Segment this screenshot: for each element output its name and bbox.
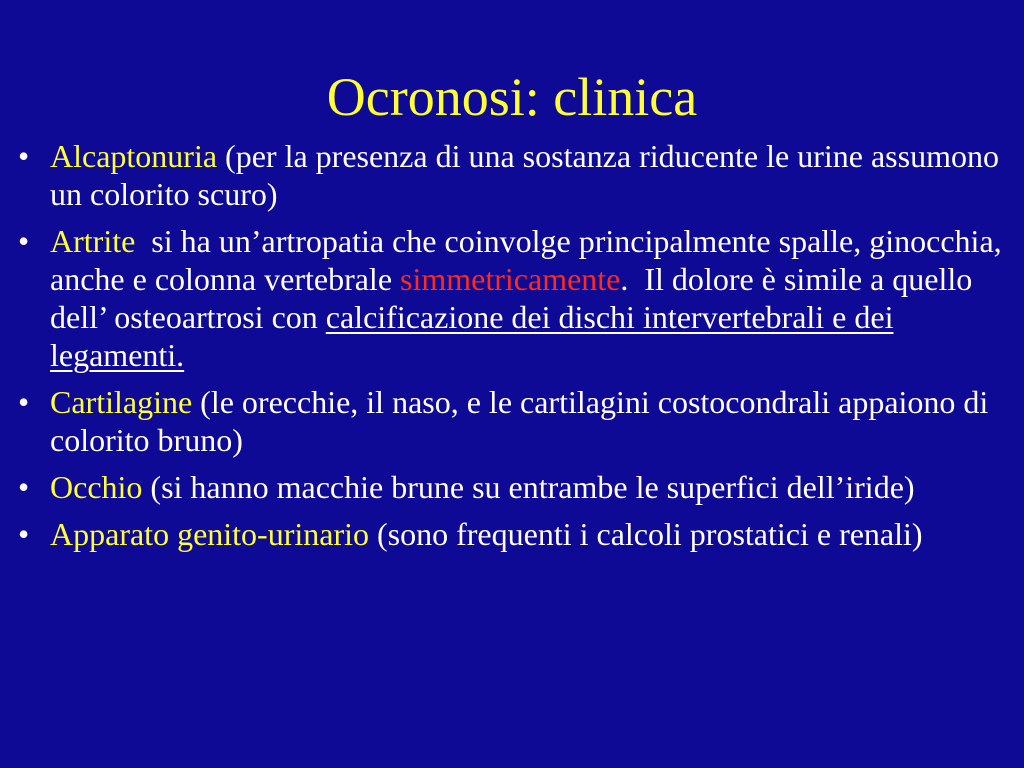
bullet-artrite	[18, 222, 1008, 374]
slide-title: Ocronosi: clinica	[326, 67, 698, 127]
bullet-dot: •	[18, 384, 30, 420]
bullet-term: Occhio	[50, 469, 143, 505]
bullet-dot: •	[18, 138, 30, 174]
bullet-term: Cartilagine	[50, 384, 193, 420]
bullet-cartilagine	[18, 383, 1008, 459]
bullet-dot: •	[18, 469, 30, 505]
bullet-text: si ha un’artropatia che coinvolge principalmente spalle, ginocchia, anche e colonna vertebrale	[50, 223, 1010, 297]
bullet-text: (sono frequenti i calcoli prostatici e renali)	[369, 516, 923, 552]
underlined-text: calcificazione dei dischi intervertebrali e dei legamenti.	[50, 299, 894, 373]
bullet-alcaptonuria	[18, 137, 1008, 213]
bullet-term: Apparato genito-urinario	[50, 516, 369, 552]
bullet-apparato	[18, 515, 1008, 553]
bullet-occhio	[18, 468, 1008, 506]
bullet-dot: •	[18, 516, 30, 552]
bullet-term: Artrite	[50, 223, 136, 259]
bullet-term: Alcaptonuria	[50, 138, 218, 174]
bullet-text: (le orecchie, il naso, e le cartilagini costocondrali appaiono di colorito bruno)	[50, 384, 989, 458]
bullet-dot: •	[18, 223, 30, 259]
bullet-text: (per la presenza di una sostanza riducente le urine assumono un colorito scuro)	[50, 138, 999, 212]
bullet-list	[18, 137, 1008, 562]
bullet-text: . Il dolore è simile a quello dell’ osteoartrosi con	[50, 261, 989, 335]
bullet-text: (si hanno macchie brune su entrambe le superfici dell’iride)	[142, 469, 915, 505]
emphasis-text: simmetricamente	[400, 261, 621, 297]
